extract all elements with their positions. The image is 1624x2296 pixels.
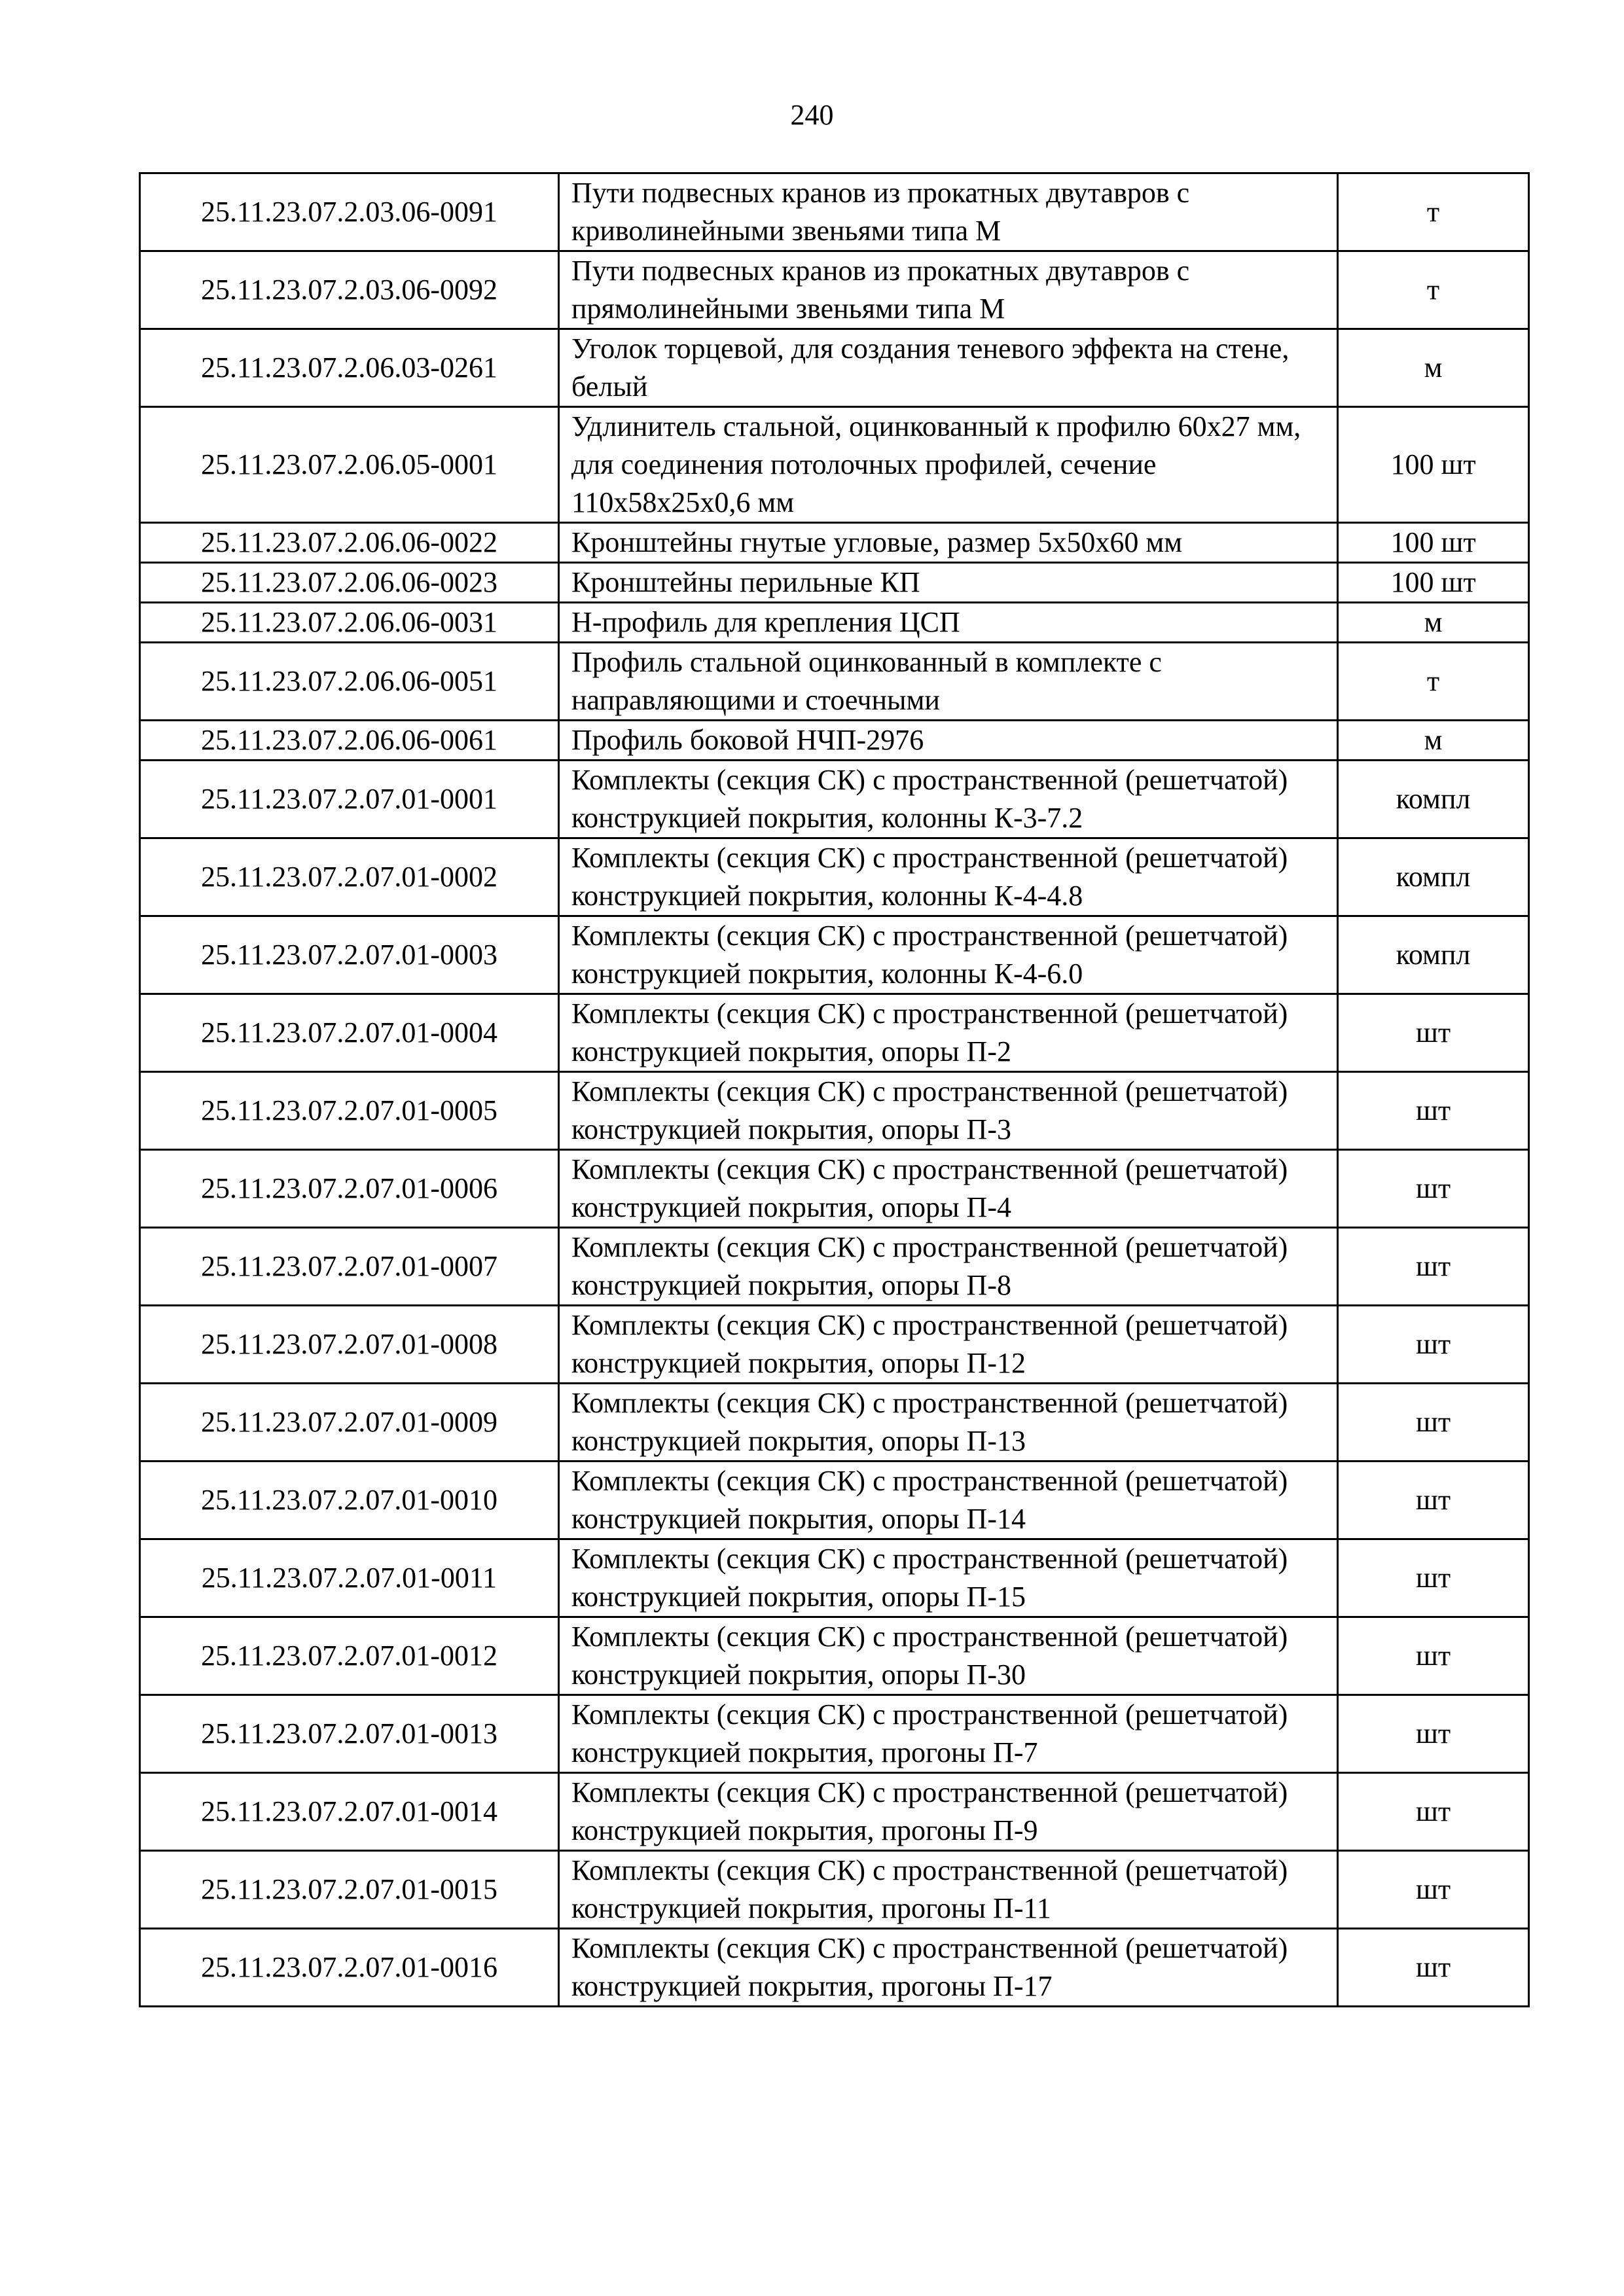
code-cell: 25.11.23.07.2.07.01-0014	[140, 1773, 559, 1851]
unit-cell: компл	[1338, 761, 1529, 838]
unit-cell: шт	[1338, 1539, 1529, 1617]
table-row	[140, 1773, 1529, 1851]
code-cell: 25.11.23.07.2.07.01-0008	[140, 1306, 559, 1384]
code-cell: 25.11.23.07.2.06.06-0023	[140, 563, 559, 603]
code-cell: 25.11.23.07.2.03.06-0091	[140, 173, 559, 251]
code-cell: 25.11.23.07.2.03.06-0092	[140, 251, 559, 329]
name-cell: Профиль стальной оцинкованный в комплекте с направляющими и стоечными	[559, 643, 1338, 721]
unit-cell: т	[1338, 251, 1529, 329]
code-cell: 25.11.23.07.2.07.01-0010	[140, 1462, 559, 1539]
table-row	[140, 1072, 1529, 1150]
name-cell: Комплекты (секция СК) с пространственной (решетчатой) конструкцией покрытия, опоры П-8	[559, 1228, 1338, 1306]
code-cell: 25.11.23.07.2.07.01-0004	[140, 994, 559, 1072]
code-cell: 25.11.23.07.2.07.01-0005	[140, 1072, 559, 1150]
table-row	[140, 838, 1529, 916]
table-row	[140, 1695, 1529, 1773]
name-cell: Н-профиль для крепления ЦСП	[559, 603, 1338, 643]
table-row	[140, 994, 1529, 1072]
code-cell: 25.11.23.07.2.07.01-0011	[140, 1539, 559, 1617]
table-row	[140, 523, 1529, 563]
table-row	[140, 251, 1529, 329]
code-cell: 25.11.23.07.2.07.01-0016	[140, 1929, 559, 2007]
code-cell: 25.11.23.07.2.06.06-0031	[140, 603, 559, 643]
name-cell: Кронштейны гнутые угловые, размер 5x50x60 мм	[559, 523, 1338, 563]
table-row	[140, 329, 1529, 407]
code-cell: 25.11.23.07.2.06.06-0051	[140, 643, 559, 721]
table-row	[140, 1462, 1529, 1539]
unit-cell: шт	[1338, 1384, 1529, 1462]
items-table-body	[140, 173, 1529, 2007]
code-cell: 25.11.23.07.2.07.01-0001	[140, 761, 559, 838]
code-cell: 25.11.23.07.2.07.01-0009	[140, 1384, 559, 1462]
unit-cell: шт	[1338, 1150, 1529, 1228]
code-cell: 25.11.23.07.2.06.05-0001	[140, 407, 559, 523]
table-row	[140, 721, 1529, 761]
unit-cell: шт	[1338, 1462, 1529, 1539]
table-row	[140, 603, 1529, 643]
code-cell: 25.11.23.07.2.07.01-0015	[140, 1851, 559, 1929]
unit-cell: шт	[1338, 1773, 1529, 1851]
table-row	[140, 761, 1529, 838]
table-row	[140, 643, 1529, 721]
unit-cell: 100 шт	[1338, 523, 1529, 563]
code-cell: 25.11.23.07.2.07.01-0002	[140, 838, 559, 916]
code-cell: 25.11.23.07.2.07.01-0007	[140, 1228, 559, 1306]
name-cell: Комплекты (секция СК) с пространственной (решетчатой) конструкцией покрытия, колонны К-4-4.8	[559, 838, 1338, 916]
name-cell: Пути подвесных кранов из прокатных двутавров с криволинейными звеньями типа М	[559, 173, 1338, 251]
unit-cell: м	[1338, 329, 1529, 407]
unit-cell: компл	[1338, 916, 1529, 994]
unit-cell: шт	[1338, 1306, 1529, 1384]
unit-cell: шт	[1338, 994, 1529, 1072]
table-row	[140, 1150, 1529, 1228]
name-cell: Комплекты (секция СК) с пространственной (решетчатой) конструкцией покрытия, опоры П-12	[559, 1306, 1338, 1384]
code-cell: 25.11.23.07.2.07.01-0012	[140, 1617, 559, 1695]
table-row	[140, 1929, 1529, 2007]
unit-cell: 100 шт	[1338, 563, 1529, 603]
unit-cell: шт	[1338, 1072, 1529, 1150]
name-cell: Комплекты (секция СК) с пространственной (решетчатой) конструкцией покрытия, прогоны П-11	[559, 1851, 1338, 1929]
unit-cell: 100 шт	[1338, 407, 1529, 523]
name-cell: Комплекты (секция СК) с пространственной (решетчатой) конструкцией покрытия, прогоны П-7	[559, 1695, 1338, 1773]
name-cell: Уголок торцевой, для создания теневого эффекта на стене, белый	[559, 329, 1338, 407]
name-cell: Комплекты (секция СК) с пространственной (решетчатой) конструкцией покрытия, колонны К-3-7.2	[559, 761, 1338, 838]
table-row	[140, 1384, 1529, 1462]
unit-cell: т	[1338, 643, 1529, 721]
unit-cell: компл	[1338, 838, 1529, 916]
name-cell: Комплекты (секция СК) с пространственной (решетчатой) конструкцией покрытия, опоры П-3	[559, 1072, 1338, 1150]
table-row	[140, 1851, 1529, 1929]
name-cell: Комплекты (секция СК) с пространственной (решетчатой) конструкцией покрытия, прогоны П-9	[559, 1773, 1338, 1851]
name-cell: Профиль боковой НЧП-2976	[559, 721, 1338, 761]
table-row	[140, 916, 1529, 994]
page-number: 240	[790, 99, 834, 131]
table-row	[140, 173, 1529, 251]
code-cell: 25.11.23.07.2.06.06-0022	[140, 523, 559, 563]
unit-cell: м	[1338, 721, 1529, 761]
items-table	[139, 172, 1530, 2007]
unit-cell: шт	[1338, 1617, 1529, 1695]
name-cell: Комплекты (секция СК) с пространственной (решетчатой) конструкцией покрытия, опоры П-13	[559, 1384, 1338, 1462]
unit-cell: шт	[1338, 1228, 1529, 1306]
name-cell: Кронштейны перильные КП	[559, 563, 1338, 603]
unit-cell: шт	[1338, 1929, 1529, 2007]
table-row	[140, 1539, 1529, 1617]
unit-cell: м	[1338, 603, 1529, 643]
unit-cell: т	[1338, 173, 1529, 251]
name-cell: Комплекты (секция СК) с пространственной (решетчатой) конструкцией покрытия, опоры П-15	[559, 1539, 1338, 1617]
unit-cell: шт	[1338, 1851, 1529, 1929]
name-cell: Удлинитель стальной, оцинкованный к профилю 60x27 мм, для соединения потолочных профилей, сечение 110x58x25x0,6 мм	[559, 407, 1338, 523]
code-cell: 25.11.23.07.2.07.01-0006	[140, 1150, 559, 1228]
table-row	[140, 563, 1529, 603]
name-cell: Комплекты (секция СК) с пространственной (решетчатой) конструкцией покрытия, прогоны П-17	[559, 1929, 1338, 2007]
table-row	[140, 1306, 1529, 1384]
unit-cell: шт	[1338, 1695, 1529, 1773]
name-cell: Комплекты (секция СК) с пространственной (решетчатой) конструкцией покрытия, колонны К-4-6.0	[559, 916, 1338, 994]
name-cell: Комплекты (секция СК) с пространственной (решетчатой) конструкцией покрытия, опоры П-4	[559, 1150, 1338, 1228]
table-row	[140, 407, 1529, 523]
code-cell: 25.11.23.07.2.06.06-0061	[140, 721, 559, 761]
name-cell: Комплекты (секция СК) с пространственной (решетчатой) конструкцией покрытия, опоры П-14	[559, 1462, 1338, 1539]
name-cell: Комплекты (секция СК) с пространственной (решетчатой) конструкцией покрытия, опоры П-30	[559, 1617, 1338, 1695]
name-cell: Комплекты (секция СК) с пространственной (решетчатой) конструкцией покрытия, опоры П-2	[559, 994, 1338, 1072]
code-cell: 25.11.23.07.2.07.01-0003	[140, 916, 559, 994]
table-row	[140, 1617, 1529, 1695]
code-cell: 25.11.23.07.2.07.01-0013	[140, 1695, 559, 1773]
code-cell: 25.11.23.07.2.06.03-0261	[140, 329, 559, 407]
table-row	[140, 1228, 1529, 1306]
name-cell: Пути подвесных кранов из прокатных двутавров с прямолинейными звеньями типа М	[559, 251, 1338, 329]
